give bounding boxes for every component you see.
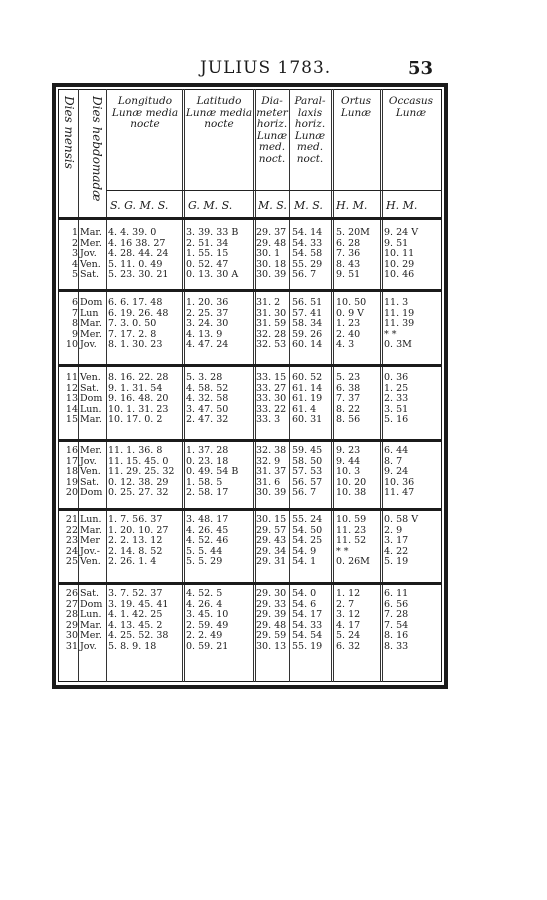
table-row xyxy=(58,249,442,260)
cell-lat: 5. 5. 29 xyxy=(186,556,223,567)
cell-lat: 4. 26. 45 xyxy=(186,524,229,536)
table-row xyxy=(58,515,442,526)
cell-dia: 30. 13 xyxy=(256,640,287,652)
cell-ort: 2. 7 xyxy=(336,598,355,610)
cell-occ: 1. 25 xyxy=(384,382,409,394)
cell-lat: 0. 13. 30 A xyxy=(186,269,239,280)
cell-lat: 2. 58. 17 xyxy=(186,487,229,498)
cell-par: 54. 54 xyxy=(292,630,323,641)
header-ortus: Ortus Lunæ xyxy=(340,95,372,119)
cell-ort: * * xyxy=(336,545,349,557)
cell-day: 7 xyxy=(71,307,78,319)
cell-day: 29 xyxy=(65,619,78,631)
row-group xyxy=(58,589,442,652)
cell-wd: Lun xyxy=(80,307,99,319)
cell-par: 60. 14 xyxy=(292,339,323,350)
cell-lon: 0. 25. 27. 32 xyxy=(108,487,169,498)
table-row xyxy=(58,340,442,351)
cell-lat: 1. 55. 15 xyxy=(186,248,229,259)
cell-lat: 0. 23. 18 xyxy=(186,455,229,467)
cell-day: 12 xyxy=(65,382,78,394)
table-row xyxy=(58,394,442,405)
cell-par: 54. 6 xyxy=(292,598,317,610)
cell-occ: 5. 19 xyxy=(384,556,409,567)
cell-wd: Mer. xyxy=(80,445,102,456)
cell-day: 28 xyxy=(65,609,78,620)
cell-lon: 4. 28. 44. 24 xyxy=(108,248,169,259)
cell-wd: Mer. xyxy=(80,328,102,340)
group-rule xyxy=(58,582,442,585)
cell-ort: 10. 59 xyxy=(336,514,367,525)
cell-dia: 29. 57 xyxy=(256,524,287,536)
cell-occ: 10. 11 xyxy=(384,248,415,259)
cell-ort: 5. 20M xyxy=(336,227,370,238)
cell-dia: 33. 30 xyxy=(256,393,287,404)
cell-ort: 10. 38 xyxy=(336,487,367,498)
cell-dia: 30. 18 xyxy=(256,258,287,270)
cell-lon: 2. 14. 8. 52 xyxy=(108,545,163,557)
cell-par: 61. 19 xyxy=(292,393,323,404)
cell-dia: 29. 34 xyxy=(256,545,287,557)
cell-lat: 0. 52. 47 xyxy=(186,258,229,270)
cell-dia: 30. 39 xyxy=(256,269,287,280)
cell-lat: 4. 26. 4 xyxy=(186,598,223,610)
group-rule xyxy=(58,289,442,292)
cell-lon: 5. 11. 0. 49 xyxy=(108,258,163,270)
cell-day: 31 xyxy=(65,640,78,652)
cell-dia: 30. 39 xyxy=(256,487,287,498)
cell-par: 57. 41 xyxy=(292,307,323,319)
table-row xyxy=(58,557,442,568)
cell-dia: 29. 48 xyxy=(256,237,287,249)
cell-occ: 8. 16 xyxy=(384,630,409,641)
cell-lat: 4. 52. 46 xyxy=(186,535,229,546)
cell-par: 54. 9 xyxy=(292,545,317,557)
cell-par: 56. 7 xyxy=(292,269,317,280)
cell-par: 61. 4 xyxy=(292,403,317,415)
cell-day: 26 xyxy=(65,588,78,599)
cell-day: 8 xyxy=(71,318,78,329)
cell-lon: 4. 4. 39. 0 xyxy=(108,227,157,238)
cell-ort: 10. 20 xyxy=(336,476,367,488)
cell-ort: 2. 40 xyxy=(336,328,361,340)
cell-lat: 4. 32. 58 xyxy=(186,393,229,404)
cell-ort: 4. 3 xyxy=(336,339,355,350)
cell-ort: 8. 56 xyxy=(336,414,361,425)
cell-ort: 9. 44 xyxy=(336,455,361,467)
cell-dia: 32. 53 xyxy=(256,339,287,350)
cell-par: 55. 24 xyxy=(292,514,323,525)
table-row xyxy=(58,298,442,309)
group-rule xyxy=(58,439,442,442)
cell-dia: 29. 59 xyxy=(256,630,287,641)
cell-par: 54. 1 xyxy=(292,556,317,567)
cell-occ: 11. 39 xyxy=(384,318,415,329)
cell-wd: Jov.- xyxy=(80,545,100,557)
cell-lat: 2. 25. 37 xyxy=(186,307,229,319)
cell-day: 3 xyxy=(71,248,78,259)
cell-dia: 32. 9 xyxy=(256,455,281,467)
cell-ort: 11. 52 xyxy=(336,535,367,546)
cell-dia: 29. 31 xyxy=(256,556,287,567)
cell-dia: 33. 15 xyxy=(256,372,287,383)
table-row xyxy=(58,488,442,499)
cell-occ: 9. 24 xyxy=(384,466,409,477)
cell-dia: 33. 22 xyxy=(256,403,287,415)
cell-dia: 33. 27 xyxy=(256,382,287,394)
cell-ort: 3. 12 xyxy=(336,609,361,620)
cell-lon: 9. 16. 48. 20 xyxy=(108,393,169,404)
cell-ort: 1. 12 xyxy=(336,588,361,599)
cell-par: 54. 33 xyxy=(292,237,323,249)
cell-day: 30 xyxy=(65,630,78,641)
cell-wd: Mer. xyxy=(80,237,102,249)
cell-ort: 11. 23 xyxy=(336,524,367,536)
cell-lat: 1. 37. 28 xyxy=(186,445,229,456)
cell-lon: 0. 12. 38. 29 xyxy=(108,476,169,488)
table-row xyxy=(58,610,442,621)
header-dies-hebdomadae: Dies hebdomadæ xyxy=(90,96,104,202)
cell-occ: 11. 47 xyxy=(384,487,415,498)
cell-lon: 4. 13. 45. 2 xyxy=(108,619,163,631)
cell-wd: Dom xyxy=(80,393,103,404)
cell-ort: 5. 23 xyxy=(336,372,361,383)
cell-day: 16 xyxy=(65,445,78,456)
cell-lon: 1. 7. 56. 37 xyxy=(108,514,163,525)
unit-diameter: M. S. xyxy=(258,199,287,212)
cell-par: 55. 29 xyxy=(292,258,323,270)
cell-lat: 4. 58. 52 xyxy=(186,382,229,394)
cell-lat: 2. 2. 49 xyxy=(186,630,223,641)
cell-lat: 1. 58. 5 xyxy=(186,476,223,488)
cell-day: 14 xyxy=(65,403,78,415)
cell-occ: 10. 36 xyxy=(384,476,415,488)
cell-par: 54. 17 xyxy=(292,609,323,620)
table-row xyxy=(58,415,442,426)
cell-occ: 6. 44 xyxy=(384,445,409,456)
cell-wd: Dom xyxy=(80,598,103,610)
header-diameter: Dia- meter horiz. Lunæ med. noct. xyxy=(256,95,288,165)
cell-lon: 5. 23. 30. 21 xyxy=(108,269,169,280)
cell-dia: 30. 15 xyxy=(256,514,287,525)
cell-wd: Jov. xyxy=(80,455,97,467)
cell-ort: 6. 28 xyxy=(336,237,361,249)
cell-lon: 11. 1. 36. 8 xyxy=(108,445,163,456)
cell-ort: 8. 43 xyxy=(336,258,361,270)
cell-occ: 7. 28 xyxy=(384,609,409,620)
cell-day: 2 xyxy=(71,237,78,249)
cell-day: 10 xyxy=(65,339,78,350)
cell-dia: 29. 33 xyxy=(256,598,287,610)
cell-day: 9 xyxy=(71,328,78,340)
cell-ort: 10. 3 xyxy=(336,466,361,477)
unit-latitudo: G. M. S. xyxy=(188,199,233,212)
cell-day: 25 xyxy=(65,556,78,567)
cell-occ: 0. 3M xyxy=(384,339,412,350)
cell-day: 1 xyxy=(71,227,78,238)
cell-lon: 5. 8. 9. 18 xyxy=(108,640,157,652)
row-group xyxy=(58,515,442,568)
cell-day: 18 xyxy=(65,466,78,477)
cell-par: 60. 52 xyxy=(292,372,323,383)
cell-occ: 9. 24 V xyxy=(384,227,419,238)
header-parallaxis: Paral- laxis horiz. Lunæ med. noct. xyxy=(294,95,326,165)
cell-wd: Sat. xyxy=(80,269,100,280)
cell-lon: 2. 2. 13. 12 xyxy=(108,535,163,546)
cell-wd: Dom xyxy=(80,297,103,308)
unit-occasus: H. M. xyxy=(386,199,418,212)
cell-lat: 2. 47. 32 xyxy=(186,414,229,425)
cell-lat: 3. 24. 30 xyxy=(186,318,229,329)
cell-dia: 29. 48 xyxy=(256,619,287,631)
cell-dia: 30. 1 xyxy=(256,248,281,259)
cell-lat: 3. 39. 33 B xyxy=(186,227,239,238)
cell-par: 58. 34 xyxy=(292,318,323,329)
cell-wd: Mar. xyxy=(80,619,102,631)
cell-wd: Ven. xyxy=(80,556,101,567)
cell-dia: 31. 6 xyxy=(256,476,281,488)
cell-wd: Mar. xyxy=(80,227,102,238)
cell-day: 4 xyxy=(71,258,78,270)
cell-occ: 11. 19 xyxy=(384,307,415,319)
cell-dia: 31. 30 xyxy=(256,307,287,319)
cell-occ: 3. 51 xyxy=(384,403,409,415)
cell-lon: 1. 20. 10. 27 xyxy=(108,524,169,536)
cell-occ: 6. 56 xyxy=(384,598,409,610)
cell-wd: Lun. xyxy=(80,609,102,620)
cell-occ: 4. 22 xyxy=(384,545,409,557)
table-row xyxy=(58,373,442,384)
cell-occ: * * xyxy=(384,328,397,340)
cell-occ: 3. 17 xyxy=(384,535,409,546)
cell-par: 57. 53 xyxy=(292,466,323,477)
cell-occ: 5. 16 xyxy=(384,414,409,425)
group-rule xyxy=(58,364,442,367)
cell-lon: 9. 1. 31. 54 xyxy=(108,382,163,394)
cell-lon: 4. 16 38. 27 xyxy=(108,237,166,249)
table-row xyxy=(58,270,442,281)
cell-par: 55. 19 xyxy=(292,640,323,652)
cell-lat: 2. 59. 49 xyxy=(186,619,229,631)
table-row xyxy=(58,467,442,478)
cell-dia: 31. 59 xyxy=(256,318,287,329)
cell-day: 19 xyxy=(65,476,78,488)
cell-dia: 32. 28 xyxy=(256,328,287,340)
cell-day: 15 xyxy=(65,414,78,425)
cell-lat: 3. 48. 17 xyxy=(186,514,229,525)
cell-lon: 7. 3. 0. 50 xyxy=(108,318,157,329)
cell-ort: 4. 17 xyxy=(336,619,361,631)
cell-day: 6 xyxy=(71,297,78,308)
cell-occ: 0. 58 V xyxy=(384,514,419,525)
cell-lon: 10. 1. 31. 23 xyxy=(108,403,169,415)
header-longitudo: Longitudo Lunæ media nocte xyxy=(111,95,179,130)
cell-par: 54. 33 xyxy=(292,619,323,631)
row-group xyxy=(58,298,442,351)
cell-dia: 29. 39 xyxy=(256,609,287,620)
cell-dia: 29. 30 xyxy=(256,588,287,599)
cell-occ: 7. 54 xyxy=(384,619,409,631)
cell-day: 17 xyxy=(65,455,78,467)
cell-day: 24 xyxy=(65,545,78,557)
cell-ort: 1. 23 xyxy=(336,318,361,329)
cell-lat: 4. 13. 9 xyxy=(186,328,223,340)
cell-wd: Mar. xyxy=(80,414,102,425)
cell-occ: 6. 11 xyxy=(384,588,409,599)
group-rule xyxy=(58,508,442,511)
cell-lat: 4. 47. 24 xyxy=(186,339,229,350)
cell-occ: 10. 29 xyxy=(384,258,415,270)
cell-day: 5 xyxy=(71,269,78,280)
cell-ort: 7. 36 xyxy=(336,248,361,259)
cell-wd: Mar. xyxy=(80,524,102,536)
cell-lon: 8. 16. 22. 28 xyxy=(108,372,169,383)
cell-par: 56. 51 xyxy=(292,297,323,308)
page-title: JULIUS 1783. xyxy=(200,58,332,78)
cell-day: 23 xyxy=(65,535,78,546)
cell-par: 56. 57 xyxy=(292,476,323,488)
cell-dia: 29. 37 xyxy=(256,227,287,238)
cell-par: 59. 26 xyxy=(292,328,323,340)
cell-lon: 11. 15. 45. 0 xyxy=(108,455,169,467)
cell-wd: Sat. xyxy=(80,588,100,599)
cell-wd: Lun. xyxy=(80,514,102,525)
cell-ort: 6. 38 xyxy=(336,382,361,394)
cell-wd: Sat. xyxy=(80,382,100,394)
cell-ort: 5. 24 xyxy=(336,630,361,641)
cell-lat: 5. 3. 28 xyxy=(186,372,223,383)
cell-lon: 2. 26. 1. 4 xyxy=(108,556,157,567)
cell-ort: 0. 26M xyxy=(336,556,370,567)
cell-wd: Mar. xyxy=(80,318,102,329)
cell-ort: 9. 51 xyxy=(336,269,361,280)
cell-lon: 4. 25. 52. 38 xyxy=(108,630,169,641)
cell-day: 20 xyxy=(65,487,78,498)
cell-lon: 3. 19. 45. 41 xyxy=(108,598,169,610)
unit-ortus: H. M. xyxy=(336,199,368,212)
cell-ort: 0. 9 V xyxy=(336,307,365,319)
cell-lat: 1. 20. 36 xyxy=(186,297,229,308)
cell-ort: 10. 50 xyxy=(336,297,367,308)
unit-parallaxis: M. S. xyxy=(294,199,323,212)
cell-dia: 31. 37 xyxy=(256,466,287,477)
cell-wd: Sat. xyxy=(80,476,100,488)
cell-wd: Ven. xyxy=(80,372,101,383)
cell-wd: Ven. xyxy=(80,258,101,270)
cell-wd: Ven. xyxy=(80,466,101,477)
cell-dia: 31. 2 xyxy=(256,297,281,308)
cell-day: 27 xyxy=(65,598,78,610)
table-row xyxy=(58,631,442,642)
cell-day: 21 xyxy=(65,514,78,525)
cell-day: 22 xyxy=(65,524,78,536)
table-row xyxy=(58,319,442,330)
row-group xyxy=(58,446,442,499)
cell-lat: 3. 47. 50 xyxy=(186,403,229,415)
cell-lat: 3. 45. 10 xyxy=(186,609,229,620)
table-row xyxy=(58,589,442,600)
cell-occ: 2. 9 xyxy=(384,524,403,536)
cell-par: 61. 14 xyxy=(292,382,323,394)
cell-wd: Dom xyxy=(80,487,103,498)
cell-lon: 10. 17. 0. 2 xyxy=(108,414,163,425)
cell-occ: 10. 46 xyxy=(384,269,415,280)
table-row xyxy=(58,536,442,547)
cell-ort: 9. 23 xyxy=(336,445,361,456)
cell-dia: 29. 43 xyxy=(256,535,287,546)
cell-wd: Lun. xyxy=(80,403,102,415)
cell-lon: 3. 7. 52. 37 xyxy=(108,588,163,599)
cell-par: 58. 50 xyxy=(292,455,323,467)
cell-wd: Jov. xyxy=(80,640,97,652)
cell-lon: 11. 29. 25. 32 xyxy=(108,466,175,477)
cell-occ: 8. 33 xyxy=(384,640,409,652)
cell-wd: Jov. xyxy=(80,248,97,259)
cell-lon: 6. 6. 17. 48 xyxy=(108,297,163,308)
cell-day: 13 xyxy=(65,393,78,404)
cell-lon: 6. 19. 26. 48 xyxy=(108,307,169,319)
page-number: 53 xyxy=(408,58,434,79)
cell-lat: 5. 5. 44 xyxy=(186,545,223,557)
header-latitudo: Latitudo Lunæ media nocte xyxy=(185,95,253,130)
table-row xyxy=(58,228,442,239)
cell-ort: 6. 32 xyxy=(336,640,361,652)
header-dies-mensis: Dies mensis xyxy=(62,96,76,169)
cell-occ: 11. 3 xyxy=(384,297,409,308)
cell-lat: 0. 59. 21 xyxy=(186,640,229,652)
cell-wd: Jov. xyxy=(80,339,97,350)
cell-par: 56. 7 xyxy=(292,487,317,498)
cell-lat: 2. 51. 34 xyxy=(186,237,229,249)
row-group xyxy=(58,228,442,281)
cell-lon: 4. 1. 42. 25 xyxy=(108,609,163,620)
cell-occ: 9. 51 xyxy=(384,237,409,249)
cell-wd: Mer. xyxy=(80,630,102,641)
row-group xyxy=(58,373,442,426)
cell-par: 54. 58 xyxy=(292,248,323,259)
cell-ort: 8. 22 xyxy=(336,403,361,415)
cell-lon: 8. 1. 30. 23 xyxy=(108,339,163,350)
cell-lon: 7. 17. 2. 8 xyxy=(108,328,157,340)
cell-par: 60. 31 xyxy=(292,414,323,425)
cell-par: 54. 50 xyxy=(292,524,323,536)
cell-lat: 0. 49. 54 B xyxy=(186,466,239,477)
unit-longitudo: S. G. M. S. xyxy=(110,199,169,212)
cell-wd: Mer xyxy=(80,535,100,546)
header-occasus: Occasus Lunæ xyxy=(388,95,434,119)
cell-occ: 0. 36 xyxy=(384,372,409,383)
header-bottom-rule xyxy=(58,217,442,220)
cell-par: 54. 0 xyxy=(292,588,317,599)
cell-par: 59. 45 xyxy=(292,445,323,456)
cell-ort: 7. 37 xyxy=(336,393,361,404)
cell-occ: 8. 7 xyxy=(384,455,403,467)
table-row xyxy=(58,642,442,653)
cell-dia: 32. 38 xyxy=(256,445,287,456)
table-row xyxy=(58,446,442,457)
cell-lat: 4. 52. 5 xyxy=(186,588,223,599)
cell-par: 54. 25 xyxy=(292,535,323,546)
cell-day: 11 xyxy=(65,372,78,383)
cell-dia: 33. 3 xyxy=(256,414,281,425)
header-rule xyxy=(106,190,442,191)
cell-par: 54. 14 xyxy=(292,227,323,238)
cell-occ: 2. 33 xyxy=(384,393,409,404)
